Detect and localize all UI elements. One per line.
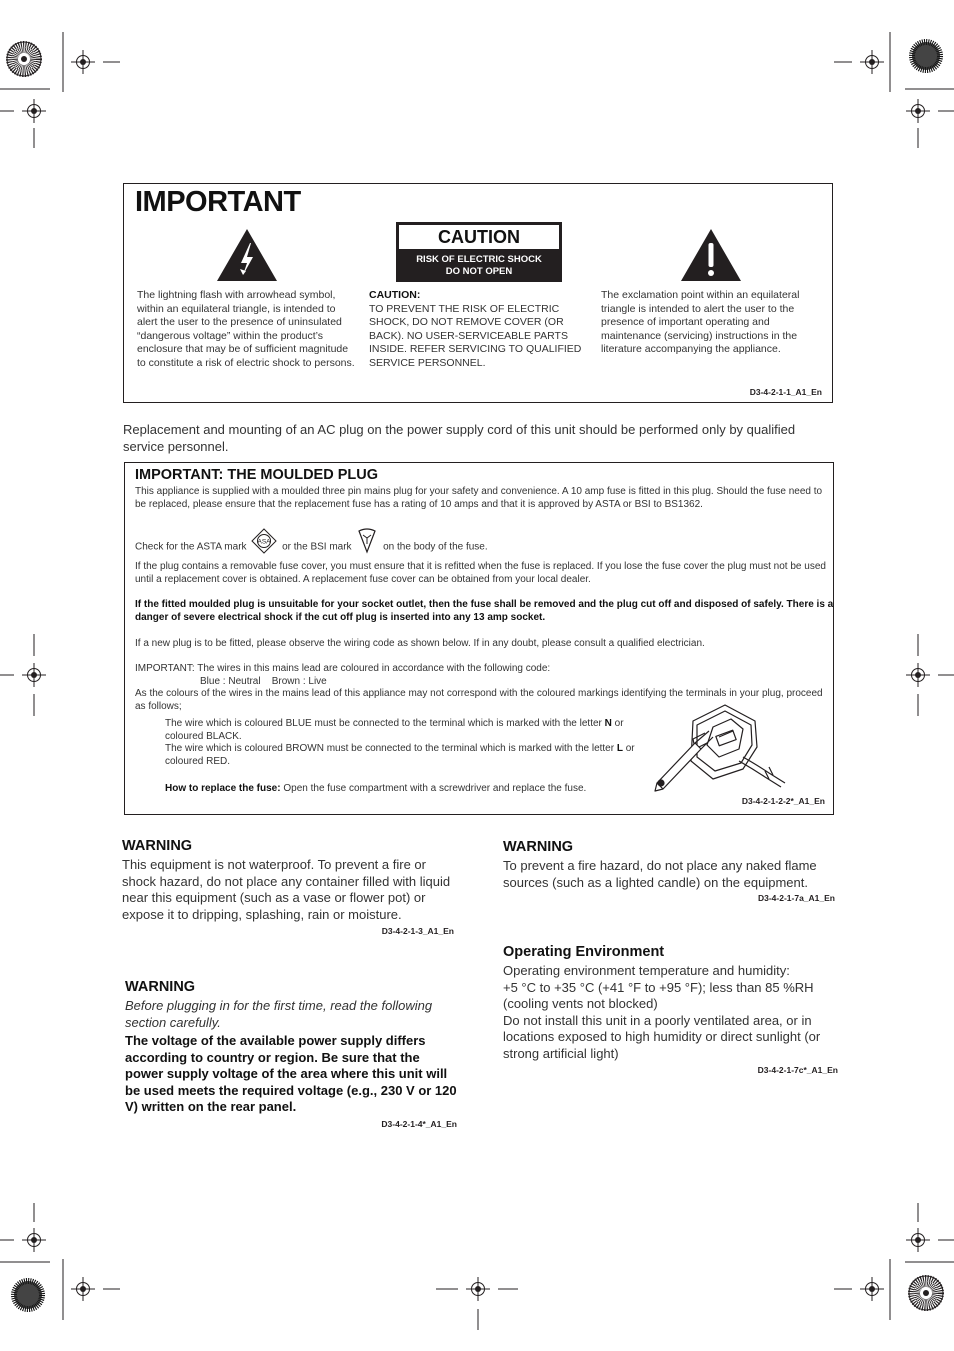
plug-paragraph-3: If the fitted moulded plug is unsuitable for your socket outlet, then the fuse shall be removed and the plug cut off and disposed of safely. There is a danger of severe electrical shock if the cut off plug is inserted into any 13 amp socket. (135, 599, 834, 623)
operating-environment-section (503, 944, 838, 1075)
important-box (123, 183, 833, 403)
warning-flame-section (503, 839, 835, 903)
wiring-code-line1: IMPORTANT: The wires in this mains lead are coloured in accordance with the following code: (135, 663, 551, 674)
caution-label-line1: RISK OF ELECTRIC SHOCK (416, 254, 542, 265)
fuse-mark-prefix: Check for the ASTA mark (135, 541, 247, 553)
operating-environment-line2: +5 °C to +35 °C (+41 °F to +95 °F); less than 85 %RH (cooling vents not blocked) (503, 979, 814, 1011)
fuse-mark-suffix: on the body of the fuse. (383, 541, 488, 553)
caution-heading: CAUTION: (369, 289, 421, 301)
wiring-code-line2: Blue : Neutral Brown : Live (200, 675, 327, 687)
operating-environment-heading: Operating Environment (503, 944, 665, 960)
fuse-replace-text: Open the fuse compartment with a screwdriver and replace the fuse. (283, 783, 587, 794)
warning-water-heading: WARNING (122, 838, 193, 854)
warning-flame-heading: WARNING (503, 839, 574, 855)
replacement-note: Replacement and mounting of an AC plug on the power supply cord of this unit should be performed only by qualified service personnel. (123, 422, 796, 454)
blue-wire-letter: N (604, 718, 612, 729)
plug-paragraph-4: If a new plug is to be fitted, please observe the wiring code as shown below. If in any doubt, please consult a qualified electrician. (135, 638, 705, 649)
brown-wire-text: The wire which is coloured BROWN must be connected to the terminal which is marked with the letter (165, 743, 615, 754)
operating-environment-line3: Do not install this unit in a poorly ventilated area, or in locations exposed to high humidity or direct sunlight (or strong artificial light) (503, 1012, 821, 1061)
fuse-replace-label: How to replace the fuse: (165, 783, 281, 794)
operating-environment-line1: Operating environment temperature and humidity: (503, 963, 790, 978)
blue-wire-alt: or coloured BLACK. (165, 718, 624, 742)
warning-voltage-section (125, 979, 457, 1129)
brown-wire-instruction (165, 743, 640, 768)
warning-voltage-intro: Before plugging in for the first time, read the following section carefully. (125, 998, 433, 1030)
fuse-mark-middle: or the BSI mark (282, 541, 352, 553)
operating-environment-code: D3-4-2-1-7c*_A1_En (757, 1065, 838, 1075)
important-title: IMPORTANT (135, 186, 301, 218)
brown-wire-alt: or coloured RED. (165, 743, 635, 767)
exclamation-warning-icon (679, 227, 743, 283)
lightning-description: The lightning flash with arrowhead symbol, within an equilateral triangle, is intended to alert the user to the presence of uninsulated “dangerous voltage” within the product’s enclosure that may be of sufficient magnitude to constitute a risk of electric shock to persons. (137, 289, 355, 369)
plug-paragraph-1: This appliance is supplied with a moulded three pin mains plug for your safety and convenience. A 10 amp fuse is fitted in this plug. Should the fuse need to be replaced, please ensure that the replacement fuse has a rating of 10 amps and that it is approved by ASTA or BSI to BS1362. (135, 486, 823, 510)
important-box-code: D3-4-2-1-1_A1_En (749, 387, 822, 397)
caution-label-line2: DO NOT OPEN (445, 266, 513, 277)
warning-voltage-text: The voltage of the available power supply differs according to country or region. Be sure that the power supply voltage of the area where this unit will be used meets the required voltage (e.g., 230 V or 120 V) written on the rear panel. (125, 1033, 457, 1114)
blue-wire-text: The wire which is coloured BLUE must be connected to the terminal which is marked with the letter (165, 718, 602, 729)
plug-paragraph-2: If the plug contains a removable fuse cover, you must ensure that it is refitted when the fuse is replaced. If you lose the fuse cover the plug must not be used until a replacement cover is obtained. A replacement fuse cover can be obtained from your local dealer. (135, 561, 826, 585)
warning-flame-text: To prevent a fire hazard, do not place any naked flame sources (such as a lighted candle) on the equipment. (503, 858, 817, 890)
caution-label-heading: CAUTION (399, 225, 559, 249)
moulded-plug-box (124, 462, 834, 815)
caution-label (396, 222, 562, 282)
warning-voltage-code: D3-4-2-1-4*_A1_En (381, 1118, 457, 1129)
blue-wire-instruction (165, 718, 640, 743)
warning-water-section (122, 838, 454, 936)
plug-fuse-illustration (653, 699, 788, 794)
warning-flame-code: D3-4-2-1-7a_A1_En (757, 893, 835, 903)
plug-box-code: D3-4-2-1-2-2*_A1_En (741, 796, 825, 806)
fuse-replace-instruction (165, 782, 725, 796)
moulded-plug-heading: IMPORTANT: THE MOULDED PLUG (135, 467, 378, 483)
wiring-code-line3: As the colours of the wires in the mains lead of this appliance may not correspond with the coloured markings identifying the terminals in your plug, proceed as follows; (135, 688, 823, 712)
wire-instructions (165, 718, 640, 768)
warning-water-code: D3-4-2-1-3_A1_En (381, 926, 454, 936)
asta-mark-letters: ASA (257, 538, 271, 546)
lightning-warning-icon (215, 227, 279, 283)
brown-wire-letter: L (616, 743, 623, 754)
exclamation-description: The exclamation point within an equilateral triangle is intended to alert the user to the presence of important operating and maintenance (servicing) instructions in the literature accompanying the appliance. (601, 289, 800, 355)
caution-text: TO PREVENT THE RISK OF ELECTRIC SHOCK, DO NOT REMOVE COVER (OR BACK). NO USER-SERVICEABLE PARTS INSIDE. REFER SERVICING TO QUALIFIED SERVICE PERSONNEL. (369, 302, 582, 369)
caution-description (369, 289, 584, 370)
warning-water-text: This equipment is not waterproof. To prevent a fire or shock hazard, do not place any container filled with liquid near this equipment (such as a vase or flower pot) or expose it to dripping, splashing, rain or moisture. (122, 857, 451, 922)
warning-voltage-heading: WARNING (125, 979, 196, 995)
